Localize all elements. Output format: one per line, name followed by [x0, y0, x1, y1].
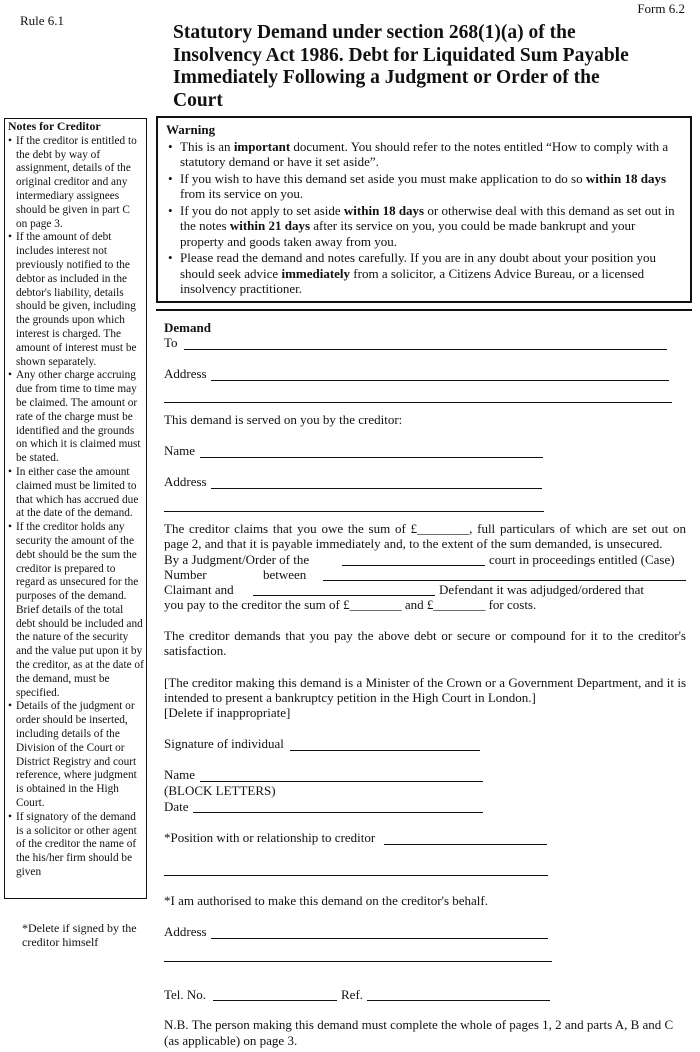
position-label: *Position with or relationship to creditor: [164, 830, 376, 845]
authorised-statement: *I am authorised to make this demand on the creditor's behalf.: [164, 893, 488, 908]
demand-heading: Demand: [164, 320, 211, 335]
note-item: • Any other charge accruing due from time to time may be claimed. The amount or rate of the charge must be identified and the grounds on which it is claimed must be stated.: [8, 369, 144, 466]
signer-address-field-line-2[interactable]: [164, 961, 552, 962]
note-item: • If the amount of debt includes interest not previously notified to the debtor as included in the debtor's liability, details should be given, including the grounds upon which interest is charged. The amount of interest must be shown separately.: [8, 231, 144, 369]
warning-item: • This is an important document. You should refer to the notes entitled “How to comply with a statutory demand or have it set aside”.: [166, 139, 682, 170]
claim-statement: The creditor claims that you owe the sum of £________, full particulars of which are set out on page 2, and that it is payable immediately and, to the extent of the sum demanded, is unsecured.: [164, 521, 686, 551]
judgment-suffix: court in proceedings entitled (Case): [489, 552, 675, 567]
signer-address-field[interactable]: [211, 938, 548, 939]
position-field-line-2[interactable]: [164, 875, 548, 876]
creditor-address-field[interactable]: [211, 488, 542, 489]
warning-item: • Please read the demand and notes carefully. If you are in any doubt about your position you should seek advice immediately from a solicitor, a Citizens Advice Bureau, or a licensed insolvency practitioner.: [166, 250, 682, 297]
creditor-address-field-line-2[interactable]: [164, 511, 544, 512]
warning-title: Warning: [166, 122, 216, 137]
creditor-address-label: Address: [164, 474, 207, 489]
section-divider: [156, 309, 692, 311]
signature-field[interactable]: [290, 750, 480, 751]
nb-statement: N.B. The person making this demand must complete the whole of pages 1, 2 and parts A, B and C (as applicable) on page 3.: [164, 1017, 674, 1048]
signer-name-label: Name: [164, 767, 196, 782]
judgment-prefix: By a Judgment/Order of the: [164, 552, 310, 567]
claimant-label: Claimant and: [164, 582, 234, 597]
note-item: • Details of the judgment or order should be inserted, including details of the Division of the Court or District Registry and court reference, where judgment is obtained in the High Court.: [8, 700, 144, 810]
telephone-label: Tel. No.: [164, 987, 207, 1002]
date-label: Date: [164, 799, 189, 814]
title-line: Insolvency Act 1986. Debt for Liquidated Sum Payable: [173, 44, 629, 66]
warning-item: • If you wish to have this demand set aside you must make application to do so within 18 days from its service on you.: [166, 171, 682, 202]
claimant-field[interactable]: [253, 595, 435, 596]
note-item: • If the creditor holds any security the amount of the debt should be the sum the creditor is prepared to regard as unsecured for the purposes of the demand. Brief details of the total debt should be included and the nature of the security and the value put upon it by the creditor, as at the date of the demand, must be specified.: [8, 521, 144, 700]
delete-if-inappropriate: [Delete if inappropriate]: [164, 705, 291, 720]
creditor-name-field[interactable]: [200, 457, 543, 458]
warning-item: • If you do not apply to set aside within 18 days or otherwise deal with this demand as set out in the notes within 21 days after its service on you, you could be made bankrupt and your property and goods taken away from you.: [166, 203, 682, 250]
delete-if-signed-note: *Delete if signed by the creditor himself: [22, 921, 137, 949]
address-field-line-2[interactable]: [164, 402, 672, 403]
minister-statement: [The creditor making this demand is a Minister of the Crown or a Government Department, and it is intended to present a bankruptcy petition in the High Court in London.]: [164, 675, 686, 705]
reference-field[interactable]: [367, 1000, 550, 1001]
defendant-text: Defendant it was adjudged/ordered that: [439, 582, 645, 597]
page-title: [173, 22, 683, 112]
address-label: Address: [164, 366, 207, 381]
telephone-field[interactable]: [213, 1000, 337, 1001]
to-label: To: [164, 335, 178, 350]
note-item: • If the creditor is entitled to the debt by way of assignment, details of the original creditor and any intermediary assignees should be given in part C on page 3.: [8, 135, 144, 232]
title-line: Court: [173, 89, 223, 111]
position-field[interactable]: [384, 844, 547, 845]
between-label: between: [263, 567, 307, 582]
note-item: • If signatory of the demand is a solicitor or other agent of the creditor the name of the his/her firm should be given: [8, 811, 144, 880]
served-statement: This demand is served on you by the creditor:: [164, 412, 403, 427]
pay-statement: you pay to the creditor the sum of £________ and £________ for costs.: [164, 597, 537, 612]
form-number: Form 6.2: [637, 1, 685, 16]
note-item: • In either case the amount claimed must be limited to that which has accrued due at the date of the demand.: [8, 466, 144, 521]
notes-for-creditor-box: [4, 118, 147, 899]
rule-number: Rule 6.1: [20, 13, 65, 28]
number-label: Number: [164, 567, 207, 582]
notes-list: [8, 135, 144, 880]
date-field[interactable]: [193, 812, 483, 813]
address-field[interactable]: [211, 380, 669, 381]
block-letters-label: (BLOCK LETTERS): [164, 783, 276, 798]
to-field[interactable]: [184, 349, 667, 350]
notes-title: Notes for Creditor: [8, 119, 101, 133]
warning-box: [156, 116, 692, 303]
signer-name-field[interactable]: [200, 781, 483, 782]
title-line: Immediately Following a Judgment or Order of the: [173, 67, 600, 88]
creditor-name-label: Name: [164, 443, 196, 458]
case-between-field[interactable]: [323, 580, 686, 581]
warning-list: [166, 139, 682, 297]
signer-address-label: Address: [164, 924, 207, 939]
demands-statement: The creditor demands that you pay the above debt or secure or compound for it to the creditor's satisfaction.: [164, 628, 686, 658]
reference-label: Ref.: [341, 987, 364, 1002]
title-line: Statutory Demand under section 268(1)(a) of the: [173, 22, 576, 43]
signature-label: Signature of individual: [164, 736, 284, 751]
court-field[interactable]: [342, 565, 485, 566]
